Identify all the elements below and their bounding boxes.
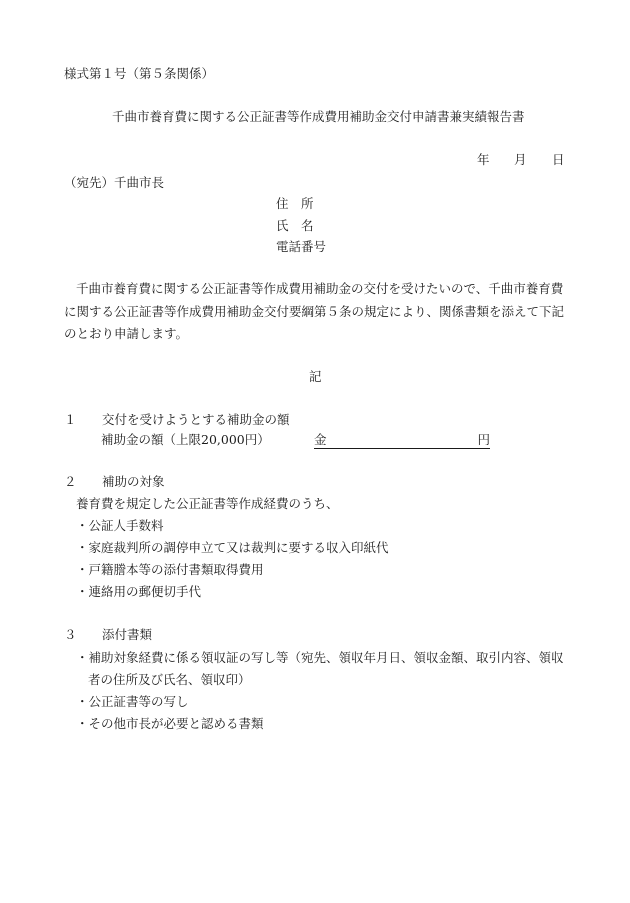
section-2-item: ・家庭裁判所の調停申立て又は裁判に要する収入印紙代 [76, 540, 389, 555]
section-1-heading [64, 414, 290, 427]
body-line-2: に関する公正証書等作成費用補助金交付要綱第５条の規定により、関係書類を添えて下記 [64, 304, 565, 319]
section-3-number: ３ [64, 627, 77, 642]
section-1-number: １ [64, 412, 77, 427]
date-year: 年 [477, 152, 490, 167]
section-3-item: ・その他市長が必要と認める書類 [76, 716, 264, 731]
amount-label: 補助金の額（上限20,000円） [101, 432, 270, 447]
section-1-title: 交付を受けようとする補助金の額 [102, 412, 290, 427]
section-2-title: 補助の対象 [102, 474, 165, 489]
amount-field[interactable] [314, 434, 490, 449]
document-title: 千曲市養育費に関する公正証書等作成費用補助金交付申請書兼実績報告書 [112, 109, 525, 124]
date-day: 日 [552, 152, 565, 167]
section-3-item-continuation: 者の住所及び氏名、領収印） [88, 672, 251, 687]
section-3-heading [64, 629, 152, 642]
section-2-heading [64, 476, 165, 489]
amount-unit: 円 [477, 432, 490, 447]
field-name-label: 氏 名 [276, 218, 314, 233]
ki-label: 記 [309, 369, 322, 384]
field-address-label: 住 所 [276, 196, 314, 211]
section-3-item: ・公正証書等の写し [76, 694, 189, 709]
section-2-item: ・公証人手数料 [76, 518, 164, 533]
amount-underline [314, 434, 490, 449]
field-phone-label: 電話番号 [276, 239, 327, 254]
section-2-item: ・連絡用の郵便切手代 [76, 584, 202, 599]
section-2-number: ２ [64, 474, 77, 489]
section-2-item: ・戸籍謄本等の添付書類取得費用 [76, 562, 264, 577]
amount-prefix: 金 [314, 432, 327, 447]
body-line-3: のとおり申請します。 [64, 326, 189, 341]
body-line-1: 千曲市養育費に関する公正証書等作成費用補助金の交付を受けたいので、千曲市養育費 [76, 281, 564, 296]
form-number: 様式第１号（第５条関係） [64, 66, 215, 81]
addressee: （宛先）千曲市長 [64, 175, 165, 190]
section-3-item: ・補助対象経費に係る領収証の写し等（宛先、領収年月日、領収金額、取引内容、領収 [76, 650, 564, 665]
section-3-title: 添付書類 [102, 627, 153, 642]
date-month: 月 [514, 152, 527, 167]
section-2-intro: 養育費を規定した公正証書等作成経費のうち、 [76, 496, 339, 511]
